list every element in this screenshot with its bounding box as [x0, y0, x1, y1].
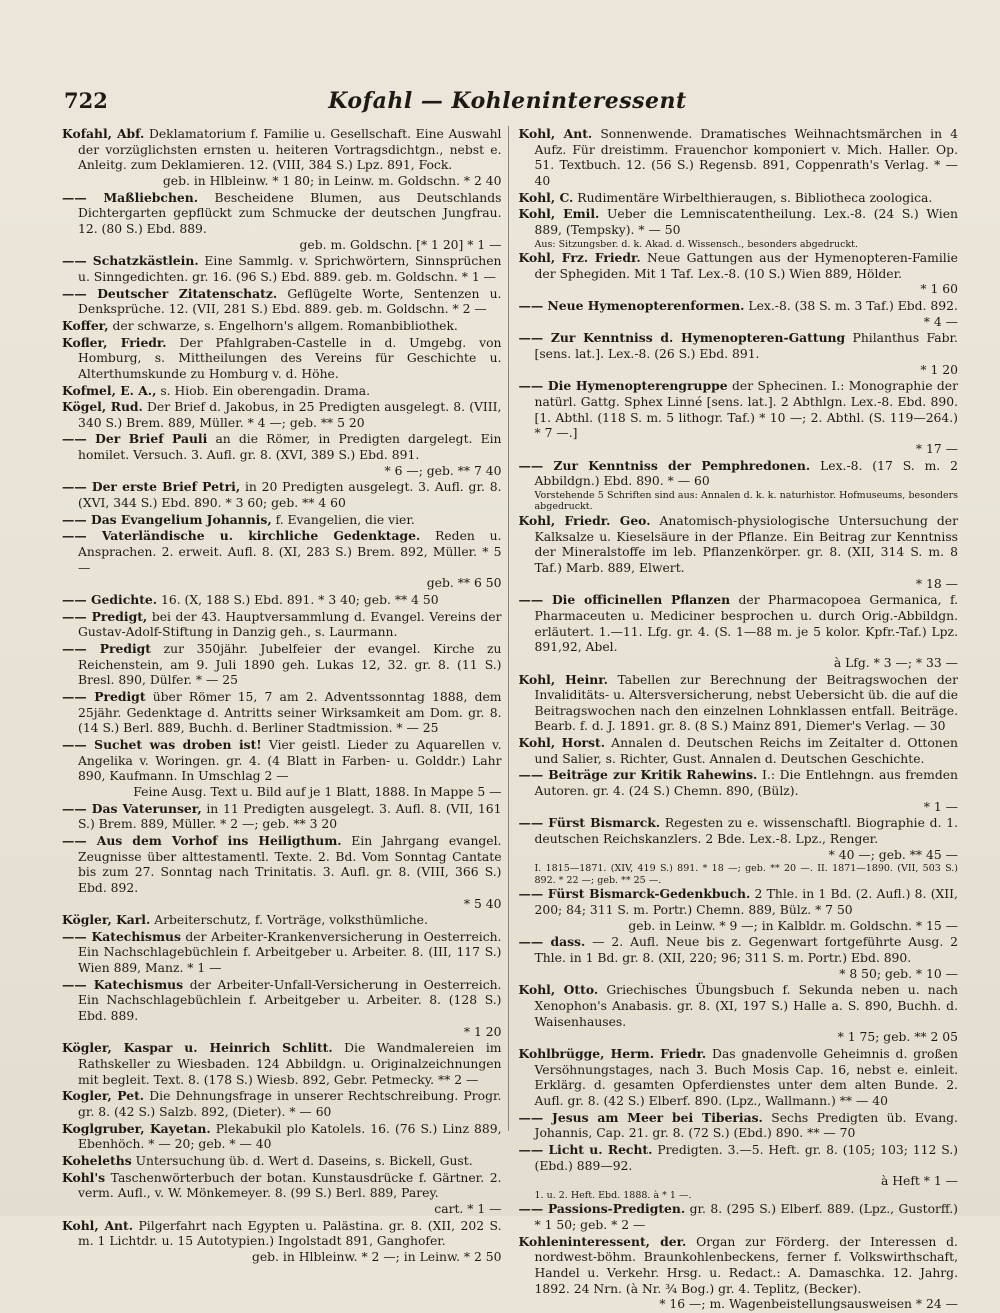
entry-heading: Kohl, Otto.	[518, 982, 599, 998]
entry-heading: —— Katechismus	[62, 976, 184, 992]
entry-text: der Sphecinen. I.: Monographie der natürl. Gattg. Sphex Linné [sens. lat.]. 2 Abthlgn. Lex.-8. Ebd. 890. [1. Abthl. (118 S. m. 5 lithogr. Taf.) * 10 —; 2. Abthl. (S. 119—264.) * 7 —.]	[534, 379, 958, 441]
entry-note: Aus: Sitzungsber. d. k. Akad. d. Wissensch., besonders abgedruckt.	[534, 238, 858, 250]
catalog-entry	[62, 833, 502, 912]
entry-text: I.: Die Entlehngn. aus fremden Autoren. gr. 4. (24 S.) Chemn. 890, (Bülz).	[534, 768, 958, 799]
entry-heading: —— Schatzkästlein.	[62, 253, 199, 269]
entry-text: Der Pfahlgraben-Castelle in d. Umgebg. von Homburg, s. Mittheilungen des Vereins für Geschichte u. Alterthumskunde zu Homburg v. d. Höhe.	[78, 335, 502, 381]
entry-heading: —— Vaterländische u. kirchliche Gedenktage.	[62, 528, 421, 544]
entry-heading: Kogler, Pet.	[62, 1088, 145, 1104]
entry-heading: Kohl, Ant.	[62, 1217, 134, 1233]
entry-heading: Kofahl, Abf.	[62, 126, 145, 141]
catalog-entry	[519, 592, 959, 671]
entry-price-line: * 1 75; geb. ** 2 05	[837, 1030, 958, 1045]
entry-text: der Arbeiter-Unfall-Versicherung in Oesterreich. Ein Nachschlagebüchlein f. Arbeitgeber u. Arbeiter. 8. (128 S.) Ebd. 889.	[78, 977, 502, 1024]
entry-price-line: * 6 —; geb. ** 7 40	[384, 463, 502, 478]
entry-heading: —— Zur Kenntniss der Pemphredonen.	[518, 457, 811, 473]
entry-price-line: geb. m. Goldschn. [* 1 20] * 1 —	[299, 237, 502, 252]
catalog-entry	[62, 318, 502, 335]
catalog-entry	[62, 253, 502, 285]
entry-text: Vier geistl. Lieder zu Aquarellen v. Angelika v. Woringen. gr. 4. (4 Blatt in Farben- u. Golddr.) Lahr 890, Kaufmann. In Umschlag 2 —	[78, 737, 502, 784]
catalog-entry	[62, 801, 502, 833]
catalog-entry	[519, 126, 959, 190]
page-number: 722	[64, 88, 108, 113]
entry-text: gr. 8. (295 S.) Elberf. 889. (Lpz., Gustorff.) * 1 50; geb. * 2 —	[534, 1202, 958, 1232]
entry-text: Reden u. Ansprachen. 2. erweit. Aufl. 8. (XI, 283 S.) Brem. 892, Müller. * 5 —	[78, 529, 502, 575]
entry-price-line: geb. in Leinw. * 9 —; in Kalbldr. m. Goldschn. * 15 —	[628, 918, 958, 933]
entry-price-line: à Lfg. * 3 —; * 33 —	[833, 655, 958, 670]
entry-text: Arbeiterschutz, f. Vorträge, volksthümliche.	[154, 913, 428, 928]
entry-heading: Kohl, Emil.	[518, 206, 600, 222]
entry-text: Deklamatorium f. Familie u. Gesellschaft. Eine Auswahl der vorzüglichsten ernsten u. heiteren Vortragsdichtgn., nebst e. Anleitg. zum Deklamieren. 12. (VIII, 384 S.) Lpz. 891, Fock.	[78, 127, 502, 173]
entry-text: zur 350jähr. Jubelfeier der evangel. Kirche zu Reichenstein, am 9. Juli 1890 geh. Lukas 12, 32. gr. 8. (11 S.) Bresl. 890, Dülfer. * — 25	[78, 642, 502, 688]
catalog-entry	[519, 250, 959, 298]
entry-text: Predigten. 3.—5. Heft. gr. 8. (105; 103; 112 S.) (Ebd.) 889—92.	[534, 1142, 958, 1173]
entry-heading: —— Deutscher Zitatenschatz.	[62, 285, 278, 301]
entry-heading: Koheleths	[62, 1153, 132, 1168]
entry-note: Vorstehende 5 Schriften sind aus: Annalen d. k. k. naturhistor. Hofmuseums, besonders abgedruckt.	[534, 489, 958, 513]
catalog-entry	[519, 1110, 959, 1142]
entry-price-line: * 1 20	[920, 362, 958, 377]
entry-heading: —— Zur Kenntniss d. Hymenopteren-Gattung	[518, 330, 846, 346]
entry-text: Das gnadenvolle Geheimnis d. großen Versöhnungstages, nach 3. Buch Mosis Cap. 16, nebst e. einleit. Erklärg. d. gesamten Opferdienstes unter dem alten Bunde. 2. Aufl. gr. 8. (42 S.) Elberf. 890. (Lpz., Wallmann.) ** — 40	[534, 1046, 958, 1108]
catalog-entry	[519, 1046, 959, 1110]
catalog-entry	[62, 977, 502, 1041]
catalog-entry	[62, 1153, 502, 1170]
entry-text: Eine Sammlg. v. Sprichwörtern, Sinnsprüchen u. Sinngedichten. gr. 16. (96 S.) Ebd. 889. geb. m. Goldschn. * 1 —	[78, 254, 502, 284]
entry-text: der Pharmacopoea Germanica, f. Pharmaceuten u. Mediciner besprochen u. durch Orig.-Abbildgn. erläutert. 1.—11. Lfg. gr. 4. (S. 1—88 m. je 5 kolor. Kpfr.-Taf.) Lpz. 891,92, Abel.	[534, 593, 959, 655]
entry-heading: Kofmel, E. A.,	[62, 382, 157, 398]
entry-text: an die Römer, in Predigten dargelegt. Ein homilet. Versuch. 3. Aufl. gr. 8. (XVI, 389 S.) Ebd. 891.	[78, 432, 502, 463]
catalog-entry	[62, 431, 502, 479]
catalog-entry	[519, 982, 959, 1046]
catalog-entry	[62, 399, 502, 431]
entry-note: 1. u. 2. Heft. Ebd. 1888. à * 1 —.	[534, 1189, 692, 1201]
entry-text: 2 Thle. in 1 Bd. (2. Aufl.) 8. (XII, 200; 84; 311 S. m. Portr.) Chemn. 889, Bülz. * 7 50	[534, 887, 958, 918]
entry-price-line: * 1 60	[920, 282, 958, 297]
entry-heading: Kohlbrügge, Herm. Friedr.	[518, 1045, 707, 1061]
entry-heading: —— Der erste Brief Petri,	[62, 479, 241, 495]
catalog-entry	[519, 1142, 959, 1190]
left-column	[62, 126, 509, 1264]
entry-text: Philanthus Fabr. [sens. lat.]. Lex.-8. (26 S.) Ebd. 891.	[534, 331, 958, 362]
entry-price-line: * 40 —; geb. ** 45 —	[828, 847, 958, 862]
entry-heading: Kohl, Horst.	[518, 735, 606, 751]
catalog-entry	[519, 513, 959, 592]
entry-price-line: * 4 —	[923, 314, 958, 329]
entry-heading: —— Predigt,	[62, 608, 148, 624]
entry-heading: Kögler, Kaspar u. Heinrich Schlitt.	[62, 1040, 333, 1056]
entry-text: Taschenwörterbuch der botan. Kunstausdrücke f. Gärtner. 2. verm. Aufl., v. W. Mönkemeyer. 8. (99 S.) Berl. 889, Parey.	[78, 1170, 502, 1201]
running-title: Kofahl — Kohleninteressent	[328, 88, 687, 114]
catalog-entry	[62, 1121, 502, 1153]
entry-text: Geflügelte Worte, Sentenzen u. Denksprüche. 12. (VII, 281 S.) Ebd. 889. geb. m. Goldschn. * 2 —	[78, 286, 502, 317]
entry-text: f. Evangelien, die vier.	[275, 512, 415, 527]
entry-heading: —— Das Evangelium Johannis,	[62, 511, 272, 527]
right-column	[518, 126, 959, 1312]
catalog-entry	[519, 378, 959, 457]
entry-text: Sonnenwende. Dramatisches Weihnachtsmärchen in 4 Aufz. Für dreistimm. Frauenchor komponiert v. Mich. Haller. Op. 51. Textbuch. 12. (56 S.) Regensb. 891, Coppenrath's Verlag. * — 40	[534, 127, 958, 188]
catalog-entry	[62, 190, 502, 254]
entry-heading: Kögler, Karl.	[62, 912, 151, 928]
catalog-entry	[519, 206, 959, 238]
catalog-entry	[62, 929, 502, 977]
entry-price-line: * 16 —; m. Wagenbeistellungsausweisen * 24 —	[659, 1297, 958, 1312]
entry-heading: Kohl, Frz. Friedr.	[518, 250, 641, 266]
entry-heading: —— Predigt	[62, 641, 151, 656]
entry-text: Pilgerfahrt nach Egypten u. Palästina. gr. 8. (XII, 202 S. m. 1 Lichtdr. u. 15 Autotypien.) Ingolstadt 891, Ganghofer.	[78, 1218, 502, 1249]
catalog-entry	[62, 592, 502, 609]
page-header	[60, 88, 955, 118]
catalog-entry	[62, 383, 502, 400]
catalog-entry	[62, 335, 502, 383]
catalog-entry	[519, 1234, 959, 1313]
catalog-entry	[62, 1040, 502, 1088]
entry-text: Sechs Predigten üb. Evang. Johannis, Cap. 21. gr. 8. (72 S.) (Ebd.) 890. ** — 70	[534, 1110, 958, 1141]
entry-price-line: * 1 20	[463, 1024, 502, 1039]
catalog-entry	[62, 689, 502, 737]
entry-text: Untersuchung üb. d. Wert d. Daseins, s. Bickell, Gust.	[135, 1154, 473, 1168]
catalog-entry	[62, 528, 502, 592]
catalog-entry	[519, 190, 959, 207]
entry-text: Neue Gattungen aus der Hymenopteren-Familie der Sphegiden. Mit 1 Taf. Lex.-8. (10 S.) Wien 889, Hölder.	[534, 251, 958, 281]
catalog-entry	[519, 815, 959, 863]
entry-heading: —— Fürst Bismarck.	[518, 815, 661, 831]
entry-text: Die Wandmalereien im Rathskeller zu Wiesbaden. 124 Abbildgn. u. Originalzeichnungen mit begleit. Text. 8. (178 S.) Wiesb. 892, Gebr. Petmecky. ** 2 —	[78, 1041, 502, 1087]
entry-text: der Arbeiter-Krankenversicherung in Oesterreich. Ein Nachschlagebüchlein f. Arbeitgeber u. Arbeiter. 8. (III, 117 S.) Wien 889, Manz. * 1 —	[78, 929, 502, 976]
entry-price-line: geb. in Hlbleinw. * 1 80; in Leinw. m. Goldschn. * 2 40	[162, 173, 502, 188]
entry-heading: Kohl's	[62, 1169, 106, 1185]
entry-price-line: cart. * 1 —	[434, 1201, 502, 1216]
entry-heading: —— Der Brief Pauli	[62, 431, 208, 447]
entry-heading: —— Beiträge zur Kritik Rahewins.	[518, 767, 758, 783]
catalog-entry	[62, 641, 502, 689]
entry-heading: Kohl, Ant.	[518, 126, 593, 141]
entry-heading: Kohl, Friedr. Geo.	[518, 512, 651, 528]
entry-text: Lex.-8. (38 S. m. 3 Taf.) Ebd. 892.	[748, 299, 958, 314]
catalog-entry	[62, 912, 502, 929]
entry-price-line: Feine Ausg. Text u. Bild auf je 1 Blatt, 1888. In Mappe 5 —	[133, 784, 502, 799]
entry-text: — 2. Aufl. Neue bis z. Gegenwart fortgeführte Ausg. 2 Thle. in 1 Bd. gr. 8. (XII, 220; 96; 311 S. m. Portr.) Ebd. 890.	[534, 935, 958, 965]
entry-heading: —— Neue Hymenopterenformen.	[518, 298, 745, 314]
catalog-entry	[62, 512, 502, 529]
entry-price-line: * 17 —	[915, 441, 958, 456]
catalog-entry	[62, 126, 502, 190]
catalog-entry	[62, 286, 502, 318]
entry-heading: Koglgruber, Kayetan.	[62, 1120, 211, 1136]
entry-heading: Kohleninteressent, der.	[518, 1233, 687, 1249]
entry-price-line: à Heft * 1 —	[880, 1174, 958, 1189]
entry-text: Ueber die Lemniscatentheilung. Lex.-8. (24 S.) Wien 889, (Tempsky). * — 50	[534, 207, 958, 237]
entry-text: Die Dehnungsfrage in unserer Rechtschreibung. Progr. gr. 8. (42 S.) Salzb. 892, (Dieter). * — 60	[78, 1089, 502, 1120]
catalog-entry	[62, 1088, 502, 1120]
entry-text: Anatomisch-physiologische Untersuchung der Kalksalze u. Kieselsäure in der Pflanze. Ein Beitrag zur Kenntniss der Mineralstoffe im leb. Pflanzenkörper. gr. 8. (XII, 314 S. m. 8 Taf.) Marb. 889, Elwert.	[534, 513, 958, 575]
catalog-entry	[519, 298, 959, 330]
entry-heading: —— Maßliebchen.	[62, 189, 199, 205]
entry-text: Rudimentäre Wirbelthieraugen, s. Bibliotheca zoologica.	[577, 190, 933, 205]
catalog-entry	[62, 1170, 502, 1218]
text-columns	[62, 126, 959, 1312]
entry-text: Griechisches Übungsbuch f. Sekunda neben u. nach Xenophon's Anabasis. gr. 8. (XI, 197 S.) Halle a. S. 890, Buchh. d. Waisenhauses.	[534, 983, 958, 1029]
entry-heading: —— Jesus am Meer bei Tiberias.	[518, 1109, 763, 1125]
entry-heading: Kohl, C.	[518, 189, 574, 205]
entry-price-line: * 5 40	[463, 896, 502, 911]
entry-text: bei der 43. Hauptversammlung d. Evangel. Vereins der Gustav-Adolf-Stiftung in Danzig geh., s. Laurmann.	[78, 609, 502, 640]
entry-heading: —— Suchet was droben ist!	[62, 736, 262, 752]
entry-note: I. 1815—1871. (XIV, 419 S.) 891. * 18 —; geb. ** 20 —. II. 1871—1890. (VII, 503 S.) 892. * 22 —; geb. ** 25 —.	[534, 863, 958, 886]
entry-price-line: * 8 50; geb. * 10 —	[839, 966, 958, 981]
entry-price-line: * 18 —	[915, 576, 958, 591]
entry-text: Der Brief d. Jakobus, in 25 Predigten ausgelegt. 8. (VIII, 340 S.) Brem. 889, Müller. * 4 —; geb. ** 5 20	[78, 400, 502, 430]
entry-price-line: geb. in Hlbleinw. * 2 —; in Leinw. * 2 50	[251, 1249, 502, 1264]
catalog-entry	[62, 737, 502, 801]
entry-heading: Kögel, Rud.	[62, 399, 143, 415]
catalog-entry	[62, 479, 502, 511]
entry-text: Lex.-8. (17 S. m. 2 Abbildgn.) Ebd. 890. * — 60	[534, 458, 958, 489]
entry-text: in 11 Predigten ausgelegt. 3. Aufl. 8. (VII, 161 S.) Brem. 889, Müller. * 2 —; geb. ** 3 20	[78, 801, 502, 832]
catalog-entry	[519, 1201, 959, 1233]
entry-price-line: * 1 —	[923, 799, 958, 814]
entry-price-line: geb. ** 6 50	[426, 576, 502, 591]
entry-text: Annalen d. Deutschen Reichs im Zeitalter d. Ottonen und Salier, s. Richter, Gust. Annalen d. Deutschen Geschichte.	[534, 736, 958, 766]
entry-text: der schwarze, s. Engelhorn's allgem. Romanbibliothek.	[112, 318, 458, 333]
entry-text: Ein Jahrgang evangel. Zeugnisse über alttestamentl. Texte. 2. Bd. Vom Sonntag Cantate bis zum 27. Sonntag nach Trinitatis. 3. Aufl. gr. 8. (VIII, 366 S.) Ebd. 892.	[78, 833, 502, 895]
catalog-entry	[62, 609, 502, 641]
entry-text: Tabellen zur Berechnung der Beitragswochen der Invaliditäts- u. Altersversicherung, nebst Uebersicht üb. die auf die Beitragswochen nach den einzelnen Lohnklassen entfall. Beiträge. Bearb. f. d. J. 1891. gr. 8. (8 S.) Mainz 891, Diemer's Verlag. — 30	[534, 672, 958, 734]
entry-text: Plekabukil plo Katolels. 16. (76 S.) Linz 889, Ebenhöch. * — 20; geb. * — 40	[78, 1121, 502, 1152]
catalog-entry	[519, 886, 959, 934]
entry-text: s. Hiob. Ein oberengadin. Drama.	[160, 383, 371, 398]
entry-text: über Römer 15, 7 am 2. Adventssonntag 1888, dem 25jähr. Gedenktage d. Antritts seiner Wirksamkeit am Dom. gr. 8. (14 S.) Berl. 889, Buchh. d. Berliner Stadtmission. * — 25	[78, 689, 502, 736]
catalog-entry	[519, 458, 959, 490]
entry-text: in 20 Predigten ausgelegt. 3. Aufl. gr. 8. (XVI, 344 S.) Ebd. 890. * 3 60; geb. ** 4 60	[78, 480, 502, 511]
entry-heading: —— Das Vaterunser,	[62, 800, 202, 816]
entry-text: Bescheidene Blumen, aus Deutschlands Dichtergarten gepflückt zum Schmucke der deutschen Jungfrau. 12. (80 S.) Ebd. 889.	[78, 190, 502, 236]
catalog-entry	[519, 672, 959, 736]
entry-text: 16. (X, 188 S.) Ebd. 891. * 3 40; geb. ** 4 50	[160, 593, 439, 608]
entry-heading: —— Die officinellen Pflanzen	[518, 592, 731, 608]
entry-heading: Koffer,	[62, 317, 109, 333]
entry-heading: —— Passions-Predigten.	[518, 1201, 686, 1217]
catalog-entry	[519, 934, 959, 982]
catalog-entry	[62, 1218, 502, 1266]
entry-heading: —— Die Hymenopterengruppe	[518, 378, 728, 394]
entry-heading: —— Katechismus	[62, 928, 181, 944]
entry-heading: Kofler, Friedr.	[62, 334, 167, 350]
entry-heading: —— Aus dem Vorhof ins Heiligthum.	[62, 832, 342, 848]
entry-heading: —— dass.	[518, 934, 586, 950]
entry-text: Organ zur Förderg. der Interessen d. nordwest-böhm. Braunkohlenbeckens, ferner f. Volkswirthschaft, Handel u. Verkehr. Hrsg. u. Redact.: A. Damaschka. 12. Jahrg. 1892. 24 Nrn. (à Nr. ¾ Bog.) gr. 4. Teplitz, (Becker).	[534, 1234, 958, 1296]
entry-heading: Kohl, Heinr.	[518, 671, 608, 687]
catalog-entry	[519, 330, 959, 378]
entry-heading: —— Fürst Bismarck-Gedenkbuch.	[518, 886, 751, 902]
entry-heading: —— Licht u. Recht.	[518, 1141, 653, 1157]
entry-heading: —— Predigt	[62, 688, 146, 704]
entry-text: Regesten zu e. wissenschaftl. Biographie d. 1. deutschen Reichskanzlers. 2 Bde. Lex.-8. Lpz., Renger.	[534, 816, 959, 847]
catalog-entry	[519, 767, 959, 815]
catalog-entry	[519, 735, 959, 767]
entry-heading: —— Gedichte.	[62, 592, 158, 608]
